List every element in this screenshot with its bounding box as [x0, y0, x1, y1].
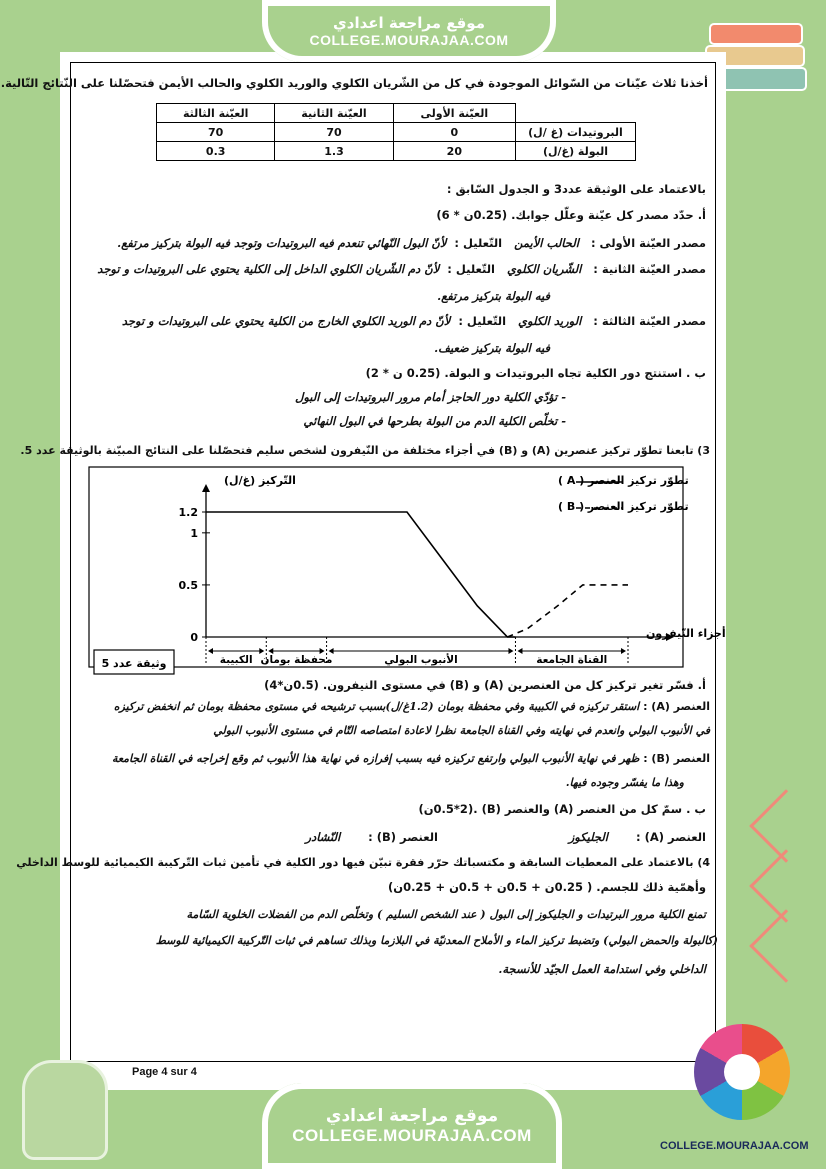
x-segment-label: الأنبوب البولي [384, 654, 458, 666]
y-axis-title: التّركيز (غ/ل) [224, 474, 296, 487]
reason-label: التّعليل : [447, 262, 495, 276]
legend-a-label: تطوّر تركيز العنصر ( A ) [558, 474, 689, 487]
name-a-answer: الجليكوز [568, 830, 608, 844]
site-logo-text[interactable]: COLLEGE.MOURAJAA.COM [660, 1140, 809, 1152]
table-cell: 70 [157, 123, 275, 142]
reason-answer: لأنّ البول النّهائي تنعدم فيه البروتيدات وتوجد فيه البولة بتركيز مرتفع. [117, 236, 447, 250]
site-url[interactable]: COLLEGE.MOURAJAA.COM [292, 1126, 532, 1145]
q3-b-title: ب . سمّ كل من العنصر (A) والعنصر (B) .(0.5*2ن) [418, 802, 706, 816]
element-a-answer-cont: في الأنبوب البولي وانعدم في نهايته وفي القناة الجامعة نظرا لاعادة امتصاصه التّام في مستوى الأنبوب البولي [213, 724, 710, 737]
q4-answer: تمنع الكلية مرور البرتيدات و الجليكوز إلى البول ( عند الشخص السليم ) وتخلّص الدم من الفضلات الخلوية السّامة [186, 908, 706, 921]
y-tick-label: 0.5 [178, 578, 198, 592]
sample-label: مصدر العيّنة الثانية : [593, 262, 706, 276]
q2-a-title: أ. حدّد مصدر كل عيّنة وعلّل جوابك. (0.25ن * 6) [436, 208, 706, 222]
doc-label: وثيقة عدد 5 [101, 657, 167, 670]
x-segment-label: الكبيبة [219, 654, 253, 666]
element-a-answer: استقر تركيزه في الكبيبة وفي محفظة بومان (1.2غ/ل)بسبب ترشيحه في مستوى محفظة بومان ثم انخفض تركيزه [113, 700, 640, 713]
x-segment-label: القناة الجامعة [536, 654, 608, 666]
y-tick-label: 1.2 [178, 506, 198, 519]
table-cell: العيّنة الثالثة [157, 104, 275, 123]
sample-source: الحالب الأيمن [514, 236, 579, 250]
backpack-illustration [22, 1060, 108, 1160]
q3-intro: 3) تابعنا تطوّر تركيز عنصرين (A) و (B) في أجزاء مختلفة من النّيفرون لشخص سليم فتحصّلنا على النتائج المبيّنة بالوثيقة عدد 5. [20, 444, 710, 457]
sample-3 [122, 314, 706, 328]
x-segment-label: محفظة بومان [260, 654, 333, 666]
element-a-label: العنصر (A) : [643, 700, 710, 713]
reason-answer: لأنّ دم الوريد الكلوي الخارج من الكلية يحتوي على البروتيدات و توجد [121, 314, 451, 328]
name-b [306, 830, 438, 844]
table-cell: 0 [393, 123, 515, 142]
legend-b-label: تطوّر تركيز العنصر ( B ) [558, 500, 689, 513]
results-table [156, 103, 636, 161]
table-row [157, 142, 636, 161]
table-cell: 0.3 [157, 142, 275, 161]
concentration-chart [88, 462, 726, 680]
site-banner-bottom[interactable] [262, 1083, 562, 1169]
element-b-answer-cont: وهذا ما يفسّر وجوده فيها. [565, 776, 684, 789]
based-on-text: بالاعتماد على الوثيقة عدد3 و الجدول السّابق : [446, 182, 706, 196]
table-cell: 1.3 [275, 142, 393, 161]
sample-2 [97, 262, 706, 276]
sample-label: مصدر العيّنة الأولى : [590, 236, 706, 250]
site-name-ar: موقع مراجعة اعدادي [333, 14, 485, 32]
q4-intro: 4) بالاعتماد على المعطيات السابقة و مكتسباتك حرّر فقرة تبيّن فيها دور الكلية في تأمين ثبات التّركيبة الكيميائية للوسط الداخلي [16, 856, 710, 869]
q4-answer: الداخلي وفي استدامة العمل الجيّد للأنسجة. [498, 962, 706, 976]
element-a-explain [114, 700, 710, 713]
reason-answer-cont: فيه البولة بتركيز ضعيف. [434, 341, 550, 355]
y-tick-label: 1 [190, 526, 198, 540]
site-banner-top[interactable] [262, 0, 556, 62]
reason-label: التّعليل : [458, 314, 507, 328]
sample-source: الشّريان الكلوي [507, 262, 582, 276]
table-cell: 20 [393, 142, 515, 161]
table-header-row [157, 104, 636, 123]
doc-label-box [94, 650, 174, 674]
sample-label: مصدر العيّنة الثالثة : [593, 314, 706, 328]
q2-b-answer: - تخلّص الكلية الدم من البولة بطرحها في البول النهائي [303, 414, 566, 428]
table-cell: العيّنة الثانية [275, 104, 393, 123]
chevron-icon [749, 909, 823, 983]
reason-answer: لأنّ دم الشّريان الكلوي الداخل إلى الكلية يحتوي على البروتيدات و توجد [97, 262, 440, 276]
site-url[interactable]: COLLEGE.MOURAJAA.COM [309, 32, 509, 48]
table-cell: 70 [275, 123, 393, 142]
q2-b-answer: - تؤدّي الكلية دور الحاجز أمام مرور البروتيدات إلى البول [294, 390, 566, 404]
q2-b-title: ب . استنتج دور الكلية تجاه البروتيدات و البولة. (0.25 ن * 2) [365, 366, 706, 380]
table-cell: العيّنة الأولى [393, 104, 515, 123]
name-b-answer: النّشادر [305, 830, 341, 844]
sample-source: الوريد الكلوي [518, 314, 582, 328]
name-a [569, 830, 706, 844]
y-tick-label: 0 [190, 631, 198, 644]
sample-1 [117, 236, 706, 250]
x-axis-title: أجزاء النّيفرون [646, 627, 726, 640]
page-number: Page 4 sur 4 [132, 1066, 197, 1078]
site-name-ar: موقع مراجعة اعدادي [325, 1106, 499, 1126]
q4-intro-2: وأهمّية ذلك للجسم. ( 0.25ن + 0.5ن + 0.5ن + 0.25ن) [387, 880, 706, 894]
q3-a-title: أ. فسّر تغير تركيز كل من العنصرين (A) و (B) في مستوى النيفرون. (0.5ن*4) [264, 678, 706, 692]
table-cell: البولة (غ/ل) [516, 142, 636, 161]
element-b-label: العنصر (B) : [643, 752, 710, 765]
table-cell [516, 104, 636, 123]
q4-answer: (كالبولة والحمض البولي) وتضبط تركيز الماء و الأملاح المعدنيّة في البلازما وبذلك تساهم في ثبات التّركيبة الكيميائية للوسط [155, 934, 718, 947]
element-b-answer: ظهر في نهاية الأنبوب البولي وارتفع تركيزه فيه بسبب إفرازه في نهاية هذا الأنبوب ثم وقع إخراجه في القناة الجامعة [111, 752, 640, 765]
reason-label: التّعليل : [454, 236, 503, 250]
element-b-explain [112, 752, 710, 765]
q2-intro: أخذنا ثلاث عيّنات من السّوائل الموجودة في كل من الشّريان الكلوي والوريد الكلوي والحالب الأيمن فتحصّلنا على النّتائج التّالية. [0, 76, 708, 90]
table-row [157, 123, 636, 142]
reason-answer-cont: فيه البولة بتركيز مرتفع. [437, 289, 550, 303]
table-cell: البروتيدات (غ /ل) [516, 123, 636, 142]
name-b-label: العنصر (B) : [368, 830, 438, 844]
site-logo-icon[interactable] [694, 1024, 790, 1120]
name-a-label: العنصر (A) : [636, 830, 706, 844]
